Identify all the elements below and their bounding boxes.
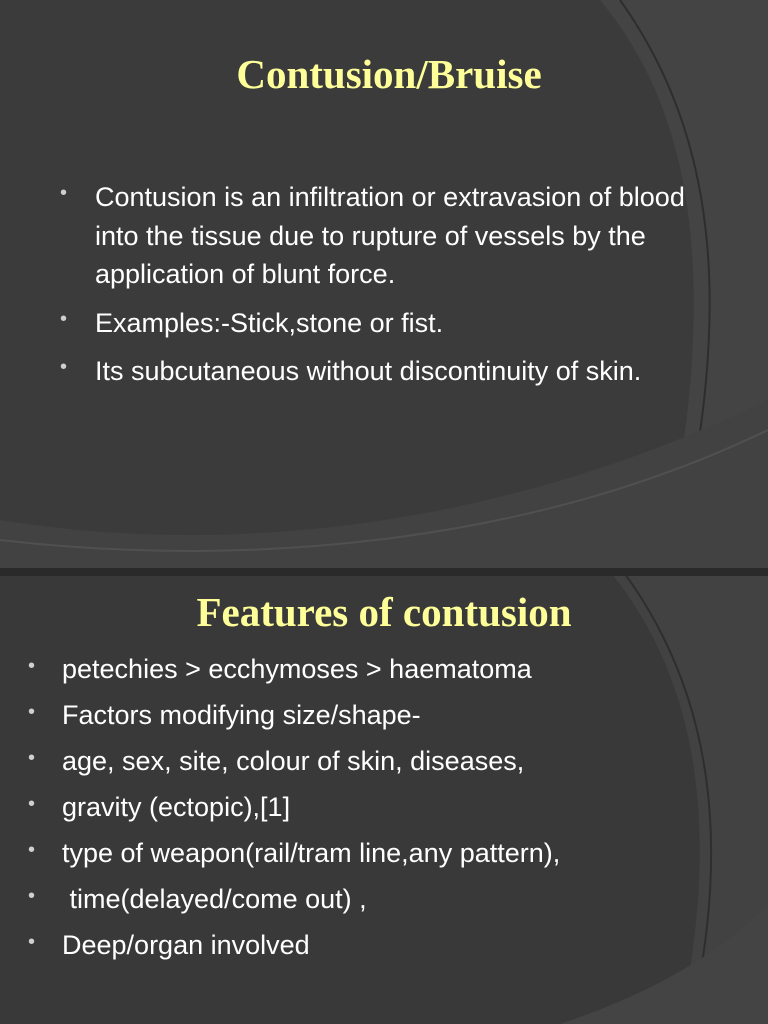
slide-2-bullet-list <box>28 646 742 968</box>
list-item: • Examples:-Stick,stone or fist. <box>95 304 685 343</box>
slide-separator <box>0 568 768 576</box>
list-item: • age, sex, site, colour of skin, diseases, <box>62 738 742 784</box>
list-item: • Contusion is an infiltration or extravasion of blood into the tissue due to rupture of vessels by the application of blunt force. <box>95 178 685 294</box>
bullet-icon: • <box>60 182 68 204</box>
slide-1-bullet-list <box>60 178 685 401</box>
bullet-icon: • <box>60 356 68 378</box>
bullet-icon: • <box>28 701 36 723</box>
slide-1-title: Contusion/Bruise <box>236 51 542 97</box>
list-item: • Its subcutaneous without discontinuity of skin. <box>95 352 685 391</box>
list-item: • time(delayed/come out) , <box>62 876 742 922</box>
list-item: • type of weapon(rail/tram line,any pattern), <box>62 830 742 876</box>
list-item: • Factors modifying size/shape- <box>62 692 742 738</box>
list-item: • gravity (ectopic),[1] <box>62 784 742 830</box>
bullet-icon: • <box>28 793 36 815</box>
bullet-icon: • <box>28 931 36 953</box>
list-item: • Deep/organ involved <box>62 922 742 968</box>
bullet-icon: • <box>28 885 36 907</box>
bullet-icon: • <box>28 839 36 861</box>
slide-2 <box>0 574 768 1024</box>
slide-2-title: Features of contusion <box>196 589 572 635</box>
list-item: • petechies > ecchymoses > haematoma <box>62 646 742 692</box>
bullet-icon: • <box>60 307 68 330</box>
bullet-icon: • <box>28 655 36 677</box>
bullet-icon: • <box>28 747 36 769</box>
